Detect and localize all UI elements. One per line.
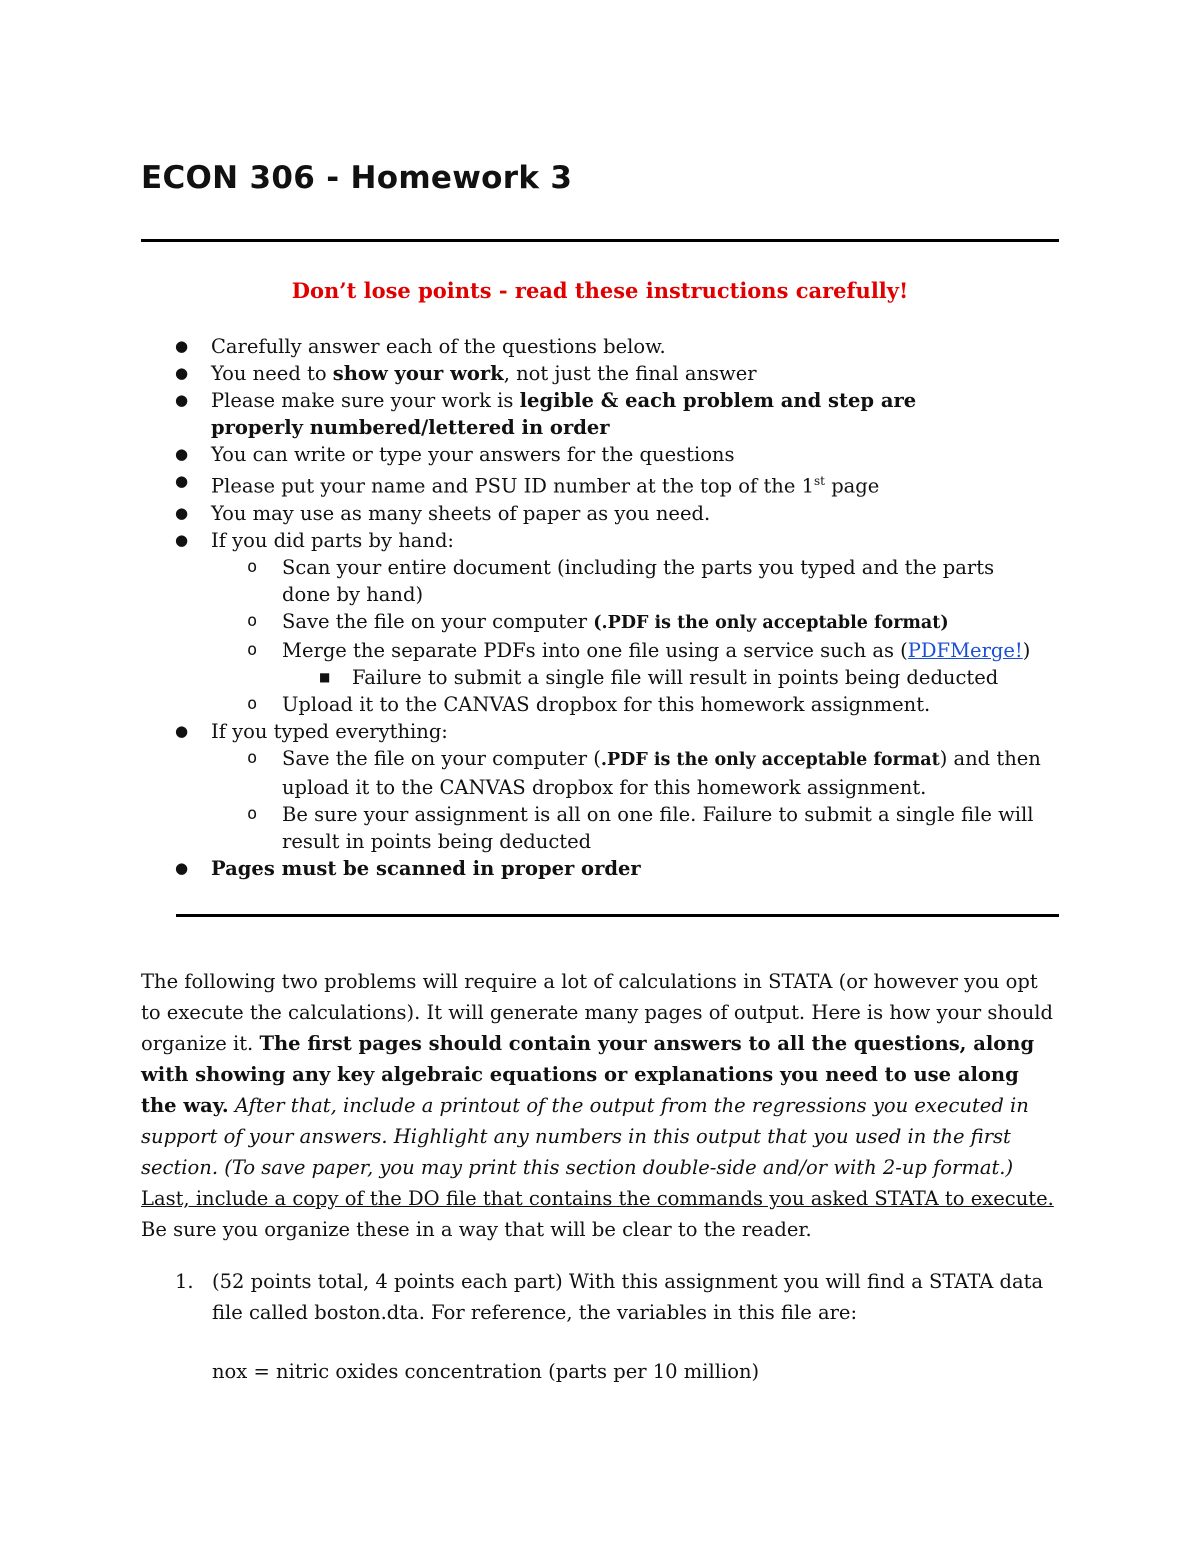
bullet-icon: ● bbox=[175, 721, 189, 740]
sub-instruction-item: o Save the file on your computer (.PDF is the only acceptable format) and then upload it to the CANVAS dropbox for this homework assignment. bbox=[247, 746, 1041, 799]
bullet-icon: ● bbox=[175, 530, 189, 549]
instruction-item: ● You need to show your work, not just the final answer bbox=[175, 362, 757, 385]
instruction-item: ● You can write or type your answers for the questions bbox=[175, 443, 735, 466]
circle-bullet-icon: o bbox=[247, 610, 258, 631]
warning-heading: Don’t lose points - read these instructions carefully! bbox=[291, 278, 909, 303]
instructions-divider bbox=[176, 914, 1059, 917]
intro-paragraph: The following two problems will require a lot of calculations in STATA (or however you opt to execute the calculations). It will generate many pages of output. Here is how your should organize it. The first pages should contain your answers to all the questions, along with showing any key algebraic equations or explanations you need to use along the way. After that, include a printout of the output from the regressions you executed in support of your answers. Highlight any numbers in this output that you used in the first section. (To save paper, you may print this section double-side and/or with 2-up format.) Last, include a copy of the DO file that contains the commands you asked STATA to execute. Be sure you organize these in a way that will be clear to the reader. bbox=[141, 970, 1054, 1241]
circle-bullet-icon: o bbox=[247, 803, 258, 824]
page-title: ECON 306 - Homework 3 bbox=[141, 160, 573, 196]
bullet-icon: ● bbox=[175, 337, 189, 355]
question-number: 1. bbox=[175, 1270, 194, 1293]
instruction-item: ● If you typed everything: bbox=[175, 719, 448, 743]
bullet-icon: ● bbox=[175, 503, 189, 522]
circle-bullet-icon: o bbox=[247, 556, 258, 577]
instruction-item: ● Please put your name and PSU ID number at the top of the 1st page bbox=[0, 468, 1200, 500]
circle-bullet-icon: o bbox=[247, 639, 258, 660]
sub-instruction-item: o Scan your entire document (including the parts you typed and the parts done by hand) bbox=[247, 555, 995, 606]
bullet-icon: ● bbox=[175, 391, 189, 409]
circle-bullet-icon: o bbox=[247, 693, 258, 714]
sub-instruction-item: o Save the file on your computer (.PDF is the only acceptable format) bbox=[247, 609, 949, 633]
instruction-item: ● Pages must be scanned in proper order bbox=[175, 856, 641, 880]
circle-bullet-icon: o bbox=[247, 747, 258, 768]
instruction-item: ● Please make sure your work is legible & each problem and step are properly numbered/lettered in order bbox=[175, 389, 917, 439]
square-bullet-icon: ■ bbox=[319, 669, 331, 684]
instruction-item: ● If you did parts by hand: bbox=[175, 528, 454, 552]
bullet-icon: ● bbox=[175, 472, 189, 490]
bullet-icon: ● bbox=[175, 364, 189, 382]
bullet-icon: ● bbox=[175, 445, 189, 463]
instruction-item: ● Carefully answer each of the questions below. bbox=[175, 335, 666, 358]
sub-instruction-item: o Merge the separate PDFs into one file using a service such as (PDFMerge!) bbox=[247, 638, 1031, 662]
bullet-icon: ● bbox=[175, 858, 189, 877]
sub-instruction-item: o Be sure your assignment is all on one file. Failure to submit a single file will result in points being deducted bbox=[247, 802, 1034, 853]
title-divider bbox=[141, 239, 1059, 242]
pdfmerge-link[interactable]: PDFMerge! bbox=[907, 638, 1023, 662]
question-1 bbox=[141, 1266, 1059, 1328]
instruction-item: ● You may use as many sheets of paper as you need. bbox=[175, 501, 711, 525]
sub-instruction-item: o Upload it to the CANVAS dropbox for this homework assignment. bbox=[247, 692, 931, 716]
instructions-list bbox=[0, 333, 1200, 882]
sub-sub-instruction-item: ■ Failure to submit a single file will result in points being deducted bbox=[319, 665, 999, 689]
question-text: (52 points total, 4 points each part) With this assignment you will find a STATA data file called boston.dta. For reference, the variables in this file are: bbox=[212, 1270, 1044, 1324]
variable-definition-nox: nox = nitric oxides concentration (parts per 10 million) bbox=[212, 1360, 760, 1383]
